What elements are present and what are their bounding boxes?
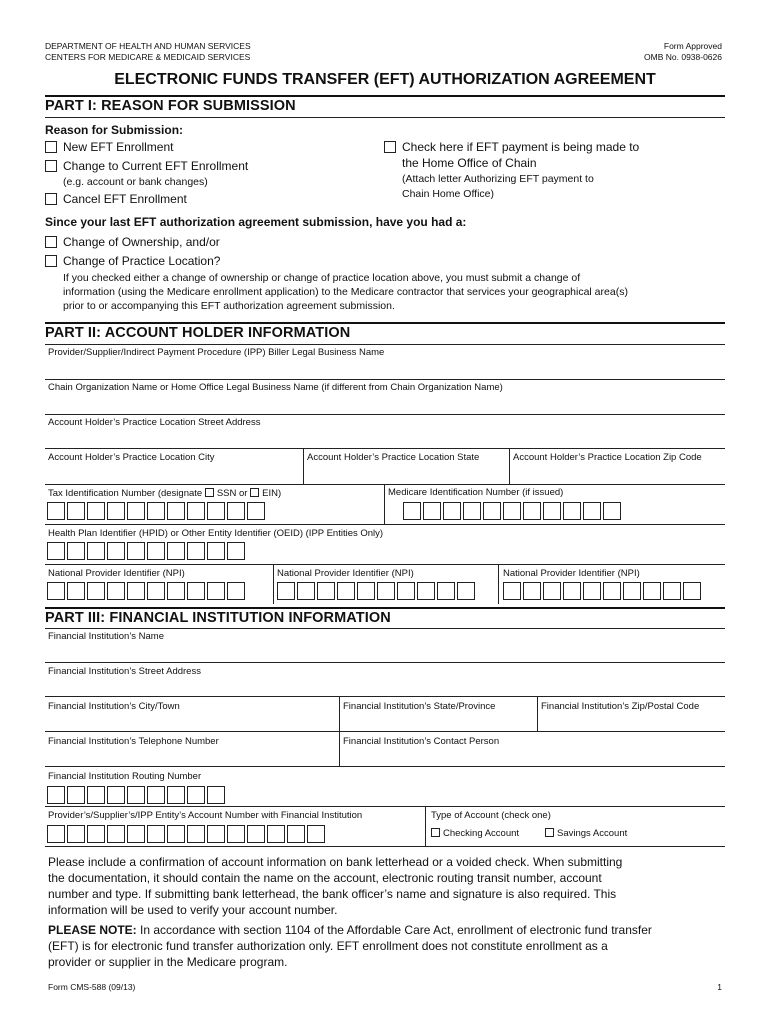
- savings-label: Savings Account: [557, 828, 628, 839]
- digit-box[interactable]: [307, 825, 325, 843]
- digit-box[interactable]: [397, 582, 415, 600]
- digit-box[interactable]: [127, 786, 145, 804]
- legal-name-label: Provider/Supplier/Indirect Payment Procedure (IPP) Biller Legal Business Name: [48, 347, 385, 358]
- paragraph-line: number and type. If submitting bank letterhead, the bank officer’s name and signature is also required. This: [48, 887, 617, 901]
- checking-option: [431, 828, 519, 839]
- digit-box[interactable]: [47, 825, 65, 843]
- digit-box[interactable]: [437, 582, 455, 600]
- change-eft-note: (e.g. account or bank changes): [63, 176, 208, 188]
- digit-box[interactable]: [563, 582, 581, 600]
- cell-divider: [509, 448, 510, 484]
- digit-box[interactable]: [683, 582, 701, 600]
- digit-box[interactable]: [207, 542, 225, 560]
- paragraph-line: In accordance with section 1104 of the Affordable Care Act, enrollment of electronic fund transfer: [136, 923, 652, 937]
- digit-box[interactable]: [503, 582, 521, 600]
- digit-box[interactable]: [403, 502, 421, 520]
- omb-number: OMB No. 0938-0626: [644, 52, 722, 62]
- savings-option: [545, 828, 627, 839]
- divider: [45, 662, 725, 663]
- part3-heading: PART III: FINANCIAL INSTITUTION INFORMATION: [45, 610, 391, 626]
- home-office-note-2: Chain Home Office): [402, 188, 495, 200]
- digit-box[interactable]: [67, 582, 85, 600]
- digit-box[interactable]: [87, 502, 105, 520]
- home-office-option: [384, 140, 639, 154]
- change-ownership-label: Change of Ownership, and/or: [63, 235, 220, 249]
- divider: [45, 344, 725, 345]
- ein-label: EIN): [262, 488, 282, 499]
- digit-box[interactable]: [187, 582, 205, 600]
- digit-box[interactable]: [297, 582, 315, 600]
- paragraph-line: provider or supplier in the Medicare program.: [48, 955, 288, 969]
- digit-box[interactable]: [247, 825, 265, 843]
- account-number-label: Provider’s/Supplier’s/IPP Entity’s Account Number with Financial Institution: [48, 810, 363, 821]
- digit-box[interactable]: [443, 502, 461, 520]
- savings-checkbox[interactable]: [545, 828, 554, 837]
- instruction-line: If you checked either a change of ownership or change of practice location above, you must submit a change of: [63, 272, 581, 284]
- digit-box[interactable]: [207, 825, 225, 843]
- digit-box[interactable]: [107, 786, 125, 804]
- digit-box[interactable]: [207, 502, 225, 520]
- digit-box[interactable]: [663, 582, 681, 600]
- instruction-line: prior to or accompanying this EFT authorization agreement submission.: [63, 300, 395, 312]
- divider: [45, 117, 725, 118]
- digit-box[interactable]: [357, 582, 375, 600]
- medicare-id-label: Medicare Identification Number (if issued): [388, 487, 564, 498]
- state-label: Account Holder’s Practice Location State: [307, 452, 480, 463]
- digit-box[interactable]: [87, 582, 105, 600]
- digit-box[interactable]: [277, 582, 295, 600]
- npi-boxes-2[interactable]: [277, 582, 475, 600]
- digit-box[interactable]: [423, 502, 441, 520]
- note-paragraph: [48, 922, 738, 970]
- change-ownership-option: [45, 235, 220, 249]
- digit-box[interactable]: [187, 542, 205, 560]
- digit-box[interactable]: [127, 542, 145, 560]
- paragraph-line: (EFT) is for electronic fund transfer authorization only. EFT enrollment does not constitute enrollment as a: [48, 939, 608, 953]
- cancel-eft-option: [45, 192, 187, 206]
- divider: [45, 322, 725, 324]
- cell-divider: [384, 484, 385, 524]
- routing-boxes[interactable]: [47, 786, 225, 804]
- digit-box[interactable]: [167, 786, 185, 804]
- digit-box[interactable]: [227, 502, 245, 520]
- digit-box[interactable]: [47, 582, 65, 600]
- divider: [45, 414, 725, 415]
- digit-box[interactable]: [623, 582, 641, 600]
- digit-box[interactable]: [503, 502, 521, 520]
- medicare-id-boxes[interactable]: [403, 502, 621, 520]
- divider: [45, 766, 725, 767]
- digit-box[interactable]: [603, 582, 621, 600]
- fi-contact-label: Financial Institution’s Contact Person: [343, 736, 500, 747]
- digit-box[interactable]: [147, 825, 165, 843]
- digit-box[interactable]: [167, 825, 185, 843]
- home-office-label: Check here if EFT payment is being made to: [402, 140, 640, 154]
- digit-box[interactable]: [543, 502, 561, 520]
- instruction-text: [63, 271, 628, 313]
- change-eft-option: [45, 159, 248, 173]
- digit-box[interactable]: [167, 502, 185, 520]
- npi-label-2: National Provider Identifier (NPI): [277, 568, 414, 579]
- digit-box[interactable]: [107, 582, 125, 600]
- fi-phone-label: Financial Institution’s Telephone Number: [48, 736, 219, 747]
- digit-box[interactable]: [583, 502, 601, 520]
- part2-heading: PART II: ACCOUNT HOLDER INFORMATION: [45, 325, 351, 341]
- account-number-boxes[interactable]: [47, 825, 325, 843]
- home-office-note-1: (Attach letter Authorizing EFT payment to: [402, 173, 594, 185]
- fi-city-label: Financial Institution’s City/Town: [48, 701, 180, 712]
- cell-divider: [425, 806, 426, 846]
- hpid-label: Health Plan Identifier (HPID) or Other Entity Identifier (OEID) (IPP Entities Only): [48, 528, 384, 539]
- digit-box[interactable]: [147, 786, 165, 804]
- change-eft-label: Change to Current EFT Enrollment: [63, 159, 249, 173]
- change-ownership-checkbox[interactable]: [45, 236, 57, 248]
- street-label: Account Holder’s Practice Location Street Address: [48, 417, 261, 428]
- tin-label: [48, 488, 281, 499]
- instruction-line: information (using the Medicare enrollment application) to the Medicare contractor that services your geographical area(s): [63, 286, 628, 298]
- npi-label-1: National Provider Identifier (NPI): [48, 568, 185, 579]
- divider: [45, 484, 725, 485]
- digit-box[interactable]: [47, 542, 65, 560]
- new-eft-checkbox[interactable]: [45, 141, 57, 153]
- divider: [45, 564, 725, 565]
- paragraph-line: Please include a confirmation of account information on bank letterhead or a voided check. When submitting: [48, 855, 623, 869]
- divider: [45, 846, 725, 847]
- routing-label: Financial Institution Routing Number: [48, 771, 202, 782]
- digit-box[interactable]: [87, 542, 105, 560]
- digit-box[interactable]: [187, 825, 205, 843]
- fi-state-label: Financial Institution’s State/Province: [343, 701, 496, 712]
- digit-box[interactable]: [483, 502, 501, 520]
- cell-divider: [498, 564, 499, 604]
- digit-box[interactable]: [47, 502, 65, 520]
- department-name: DEPARTMENT OF HEALTH AND HUMAN SERVICES: [45, 41, 251, 51]
- agency-name: CENTERS FOR MEDICARE & MEDICAID SERVICES: [45, 52, 251, 62]
- checking-checkbox[interactable]: [431, 828, 440, 837]
- digit-box[interactable]: [207, 582, 225, 600]
- digit-box[interactable]: [127, 502, 145, 520]
- digit-box[interactable]: [247, 502, 265, 520]
- divider: [45, 696, 725, 697]
- digit-box[interactable]: [543, 582, 561, 600]
- note-label: PLEASE NOTE:: [48, 923, 137, 937]
- digit-box[interactable]: [67, 542, 85, 560]
- digit-box[interactable]: [167, 582, 185, 600]
- part1-heading: PART I: REASON FOR SUBMISSION: [45, 98, 296, 114]
- cell-divider: [537, 696, 538, 731]
- digit-box[interactable]: [227, 542, 245, 560]
- chain-name-label: Chain Organization Name or Home Office Legal Business Name (if different from Chain Organization Name): [48, 382, 503, 393]
- fi-zip-label: Financial Institution’s Zip/Postal Code: [541, 701, 700, 712]
- digit-box[interactable]: [147, 582, 165, 600]
- cancel-eft-label: Cancel EFT Enrollment: [63, 192, 187, 206]
- paragraph-line: information will be used to verify your account number.: [48, 903, 338, 917]
- digit-box[interactable]: [227, 825, 245, 843]
- digit-box[interactable]: [267, 825, 285, 843]
- new-eft-option: [45, 140, 173, 154]
- form-number: Form CMS-588 (09/13): [48, 982, 136, 992]
- digit-box[interactable]: [167, 542, 185, 560]
- digit-box[interactable]: [187, 502, 205, 520]
- change-location-label: Change of Practice Location?: [63, 254, 221, 268]
- divider: [45, 731, 725, 732]
- since-question: Since your last EFT authorization agreement submission, have you had a:: [45, 215, 467, 229]
- city-label: Account Holder’s Practice Location City: [48, 452, 215, 463]
- checking-label: Checking Account: [443, 828, 520, 839]
- digit-box[interactable]: [67, 502, 85, 520]
- paragraph-line: the documentation, it should contain the name on the account, electronic routing transit number, account: [48, 871, 602, 885]
- digit-box[interactable]: [207, 786, 225, 804]
- digit-box[interactable]: [227, 582, 245, 600]
- digit-box[interactable]: [563, 502, 581, 520]
- digit-box[interactable]: [47, 786, 65, 804]
- digit-box[interactable]: [87, 825, 105, 843]
- divider: [45, 448, 725, 449]
- digit-box[interactable]: [417, 582, 435, 600]
- divider: [45, 628, 725, 629]
- change-location-checkbox[interactable]: [45, 255, 57, 267]
- page-number: 1: [717, 982, 722, 992]
- fi-name-label: Financial Institution’s Name: [48, 631, 164, 642]
- digit-box[interactable]: [523, 582, 541, 600]
- ssn-checkbox[interactable]: [205, 488, 214, 497]
- divider: [45, 95, 725, 97]
- digit-box[interactable]: [147, 502, 165, 520]
- digit-box[interactable]: [337, 582, 355, 600]
- divider: [45, 524, 725, 525]
- digit-box[interactable]: [87, 786, 105, 804]
- note-first-line: [48, 922, 738, 938]
- fi-street-label: Financial Institution’s Street Address: [48, 666, 201, 677]
- change-eft-checkbox[interactable]: [45, 160, 57, 172]
- digit-box[interactable]: [523, 502, 541, 520]
- digit-box[interactable]: [127, 825, 145, 843]
- digit-box[interactable]: [463, 502, 481, 520]
- form-title: ELECTRONIC FUNDS TRANSFER (EFT) AUTHORIZATION AGREEMENT: [114, 71, 656, 88]
- change-location-option: [45, 254, 220, 268]
- confirmation-paragraph: [48, 854, 738, 918]
- digit-box[interactable]: [643, 582, 661, 600]
- digit-box[interactable]: [603, 502, 621, 520]
- digit-box[interactable]: [67, 786, 85, 804]
- cell-divider: [273, 564, 274, 604]
- divider: [45, 806, 725, 807]
- digit-box[interactable]: [317, 582, 335, 600]
- ein-checkbox[interactable]: [250, 488, 259, 497]
- divider: [45, 607, 725, 609]
- digit-box[interactable]: [287, 825, 305, 843]
- zip-label: Account Holder’s Practice Location Zip Code: [513, 452, 702, 463]
- digit-box[interactable]: [107, 542, 125, 560]
- form-approved: Form Approved: [663, 41, 722, 51]
- digit-box[interactable]: [127, 582, 145, 600]
- digit-box[interactable]: [147, 542, 165, 560]
- digit-box[interactable]: [187, 786, 205, 804]
- divider: [45, 379, 725, 380]
- npi-label-3: National Provider Identifier (NPI): [503, 568, 640, 579]
- reason-label: Reason for Submission:: [45, 123, 184, 137]
- npi-boxes-3[interactable]: [503, 582, 701, 600]
- digit-box[interactable]: [457, 582, 475, 600]
- home-office-checkbox[interactable]: [384, 141, 396, 153]
- tin-boxes[interactable]: [47, 502, 265, 520]
- ssn-label: SSN or: [216, 488, 248, 499]
- digit-box[interactable]: [107, 502, 125, 520]
- account-type-label: Type of Account (check one): [431, 810, 551, 821]
- tin-label-text: Tax Identification Number (designate: [48, 488, 203, 499]
- digit-box[interactable]: [377, 582, 395, 600]
- digit-box[interactable]: [107, 825, 125, 843]
- cell-divider: [303, 448, 304, 484]
- home-office-label-2: the Home Office of Chain: [402, 156, 537, 170]
- npi-boxes-1[interactable]: [47, 582, 245, 600]
- cancel-eft-checkbox[interactable]: [45, 193, 57, 205]
- digit-box[interactable]: [67, 825, 85, 843]
- digit-box[interactable]: [583, 582, 601, 600]
- hpid-boxes[interactable]: [47, 542, 245, 560]
- new-eft-label: New EFT Enrollment: [63, 140, 174, 154]
